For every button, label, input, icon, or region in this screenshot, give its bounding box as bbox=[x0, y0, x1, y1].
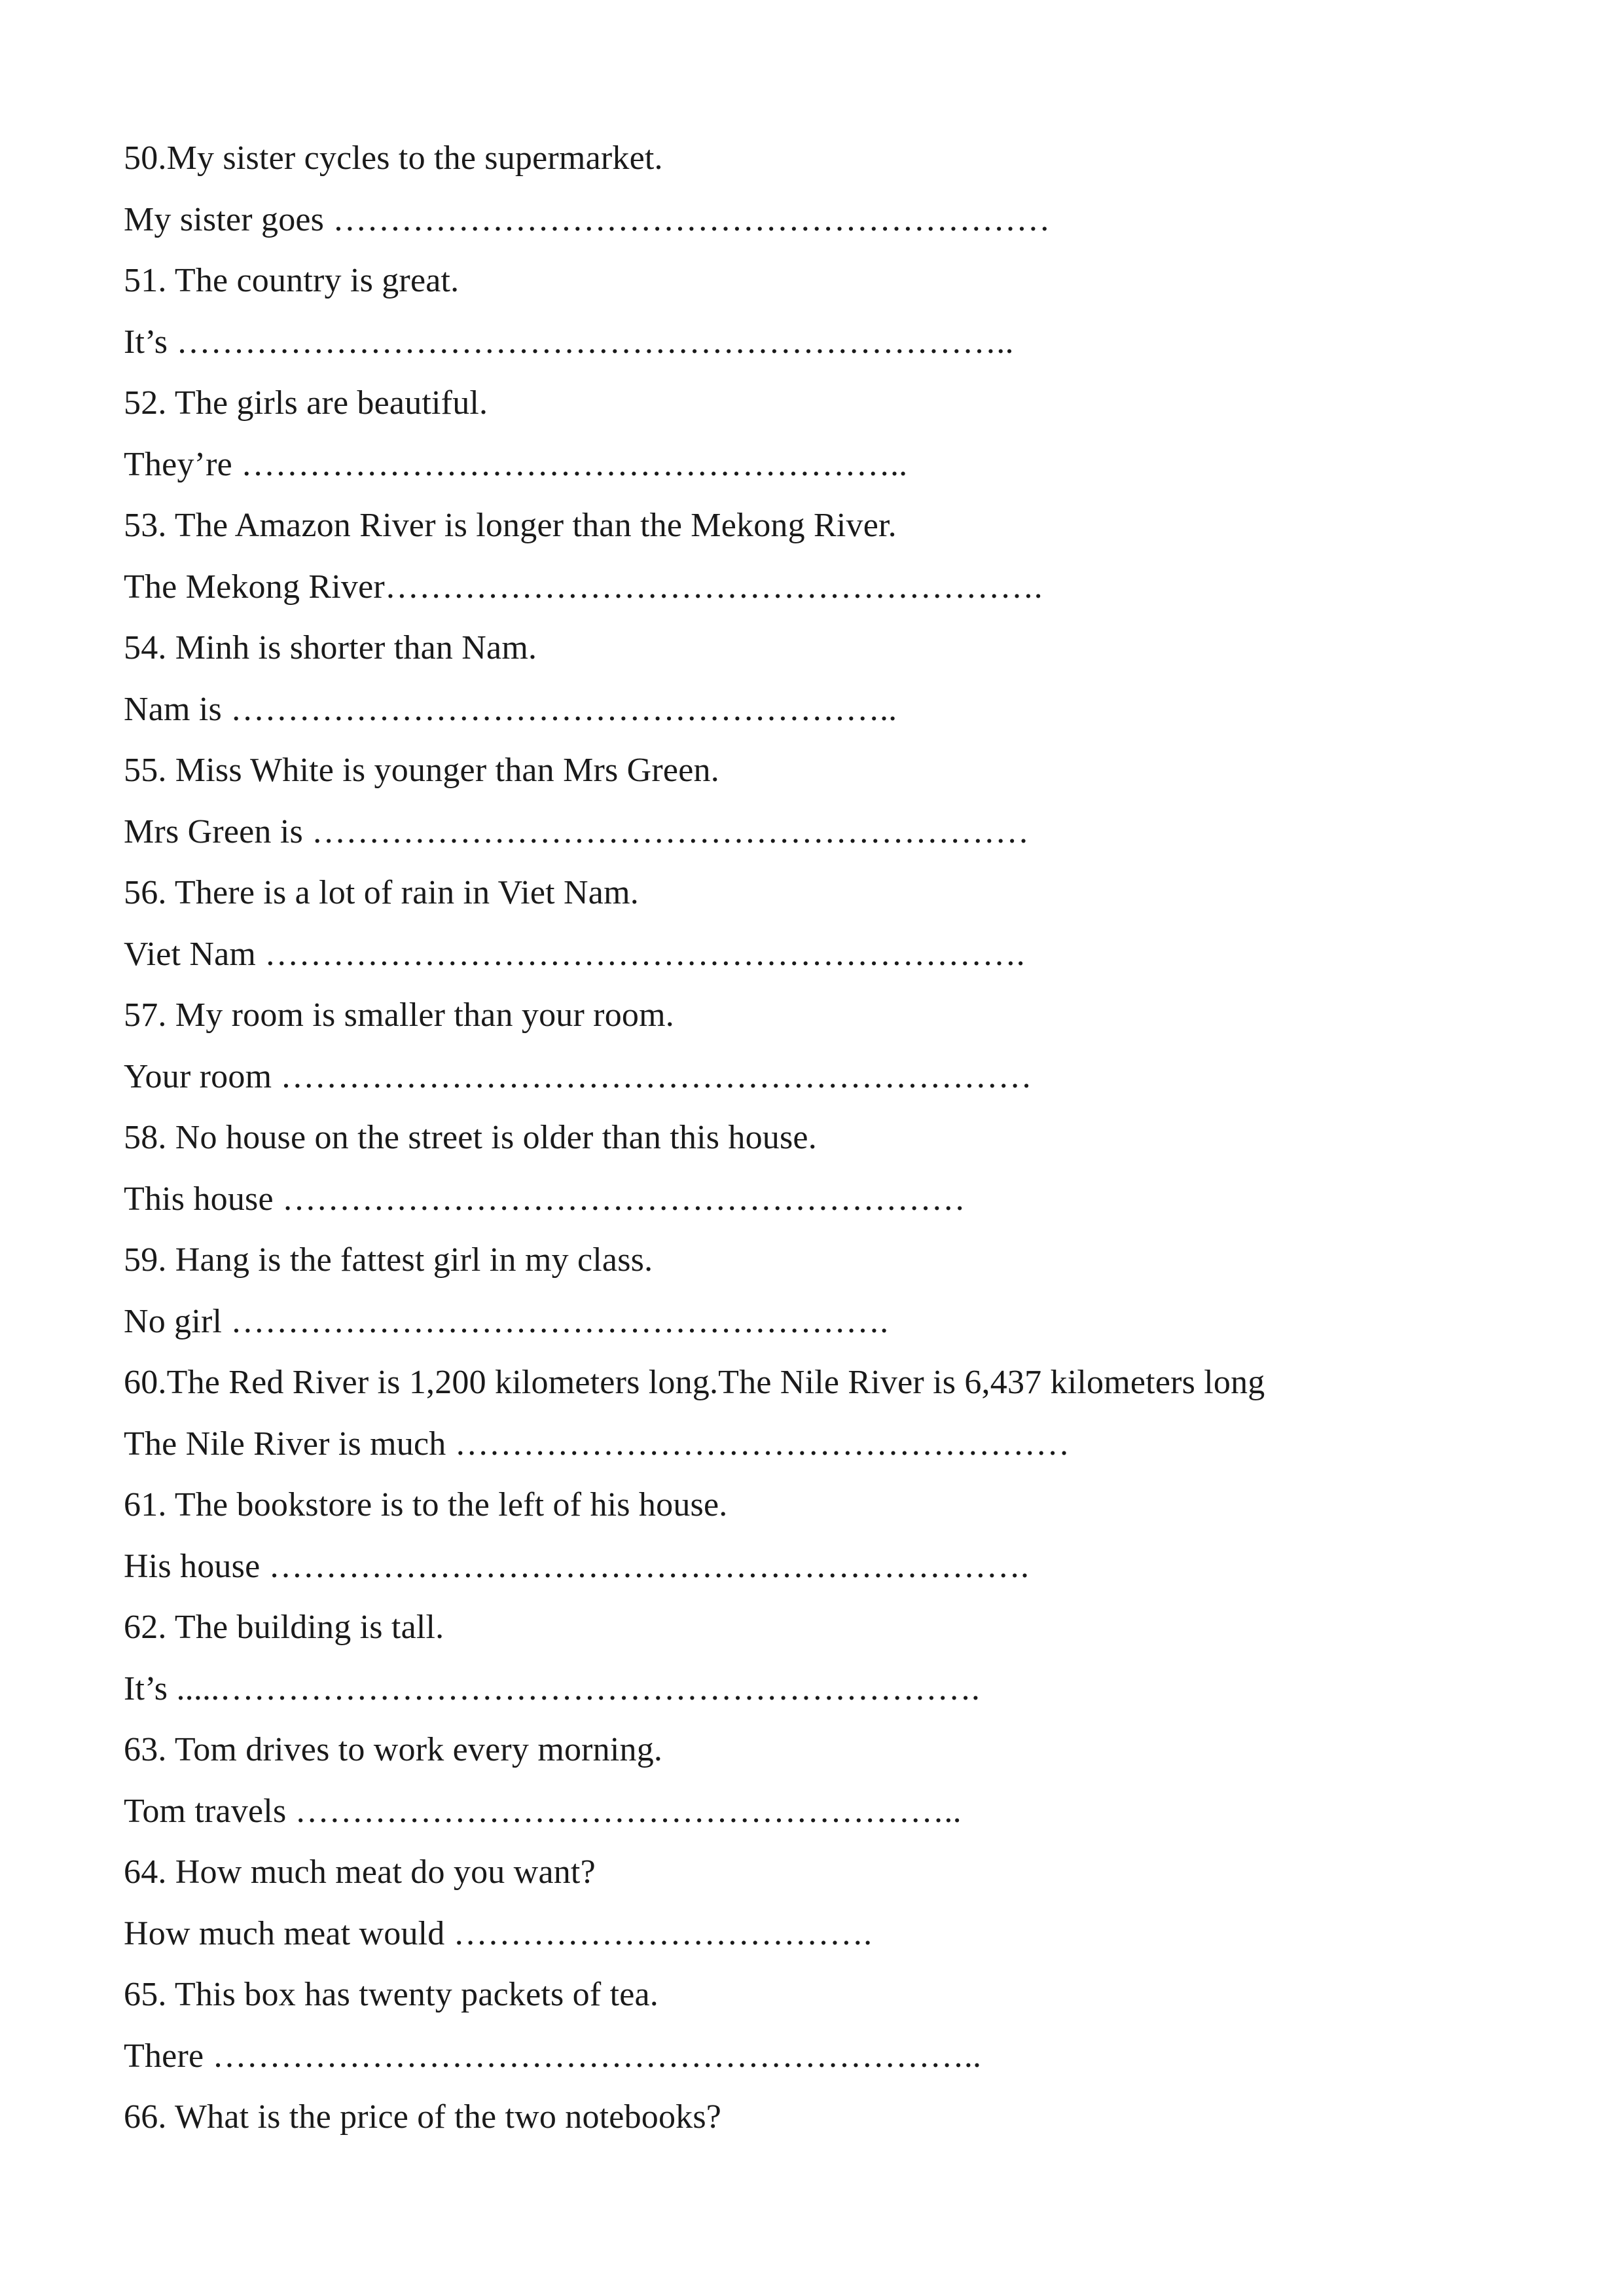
exercise-prompt: 65. This box has twenty packets of tea. bbox=[124, 1976, 659, 2013]
answer-line: It’s .....…………………………………………………………. bbox=[124, 1669, 981, 1707]
exercise-list bbox=[124, 133, 1531, 2153]
answer-line: The Nile River is much ……………………………………………… bbox=[124, 1425, 1070, 1463]
answer-line: His house …………………………………………………………. bbox=[124, 1547, 1030, 1585]
exercise-prompt: 55. Miss White is younger than Mrs Green. bbox=[124, 752, 719, 789]
exercise-prompt: 63. Tom drives to work every morning. bbox=[124, 1731, 663, 1768]
exercise-prompt: 56. There is a lot of rain in Viet Nam. bbox=[124, 874, 639, 911]
answer-line: They’re ………………………………………………….. bbox=[124, 445, 908, 483]
exercise-prompt: 51. The country is great. bbox=[124, 262, 460, 299]
exercise-prompt: 64. How much meat do you want? bbox=[124, 1853, 596, 1891]
answer-line: The Mekong River…………………………………………………. bbox=[124, 568, 1043, 606]
answer-line: Mrs Green is ……………………………………………………… bbox=[124, 812, 1030, 850]
exercise-prompt: 50.My sister cycles to the supermarket. bbox=[124, 139, 663, 177]
answer-line: This house …………………………………………………… bbox=[124, 1180, 965, 1218]
answer-line: No girl …………………………………………………. bbox=[124, 1302, 889, 1340]
exercise-prompt: 58. No house on the street is older than this house. bbox=[124, 1119, 817, 1156]
answer-line: Viet Nam …………………………………………………………. bbox=[124, 935, 1025, 973]
answer-line: Tom travels ………………………………………………….. bbox=[124, 1792, 962, 1830]
exercise-prompt: 54. Minh is shorter than Nam. bbox=[124, 629, 537, 666]
exercise-prompt: 61. The bookstore is to the left of his house. bbox=[124, 1486, 728, 1523]
exercise-prompt: 62. The building is tall. bbox=[124, 1609, 444, 1646]
exercise-prompt: 66. What is the price of the two notebooks? bbox=[124, 2098, 722, 2136]
answer-line: It’s ……………………………………………………………….. bbox=[124, 323, 1014, 361]
answer-line: How much meat would ………………………………. bbox=[124, 1914, 873, 1952]
exercise-prompt: 57. My room is smaller than your room. bbox=[124, 996, 674, 1034]
answer-line: My sister goes ……………………………………………………… bbox=[124, 200, 1051, 238]
answer-line: Your room ………………………………………………………… bbox=[124, 1057, 1032, 1095]
exercise-prompt: 60.The Red River is 1,200 kilometers long.The Nile River is 6,437 kilometers long bbox=[124, 1364, 1265, 1401]
answer-line: There ………………………………………………………….. bbox=[124, 2037, 982, 2075]
exercise-prompt: 52. The girls are beautiful. bbox=[124, 384, 488, 422]
exercise-prompt: 53. The Amazon River is longer than the Mekong River. bbox=[124, 507, 897, 544]
answer-line: Nam is ………………………………………………….. bbox=[124, 690, 897, 728]
exercise-prompt: 59. Hang is the fattest girl in my class. bbox=[124, 1241, 653, 1279]
